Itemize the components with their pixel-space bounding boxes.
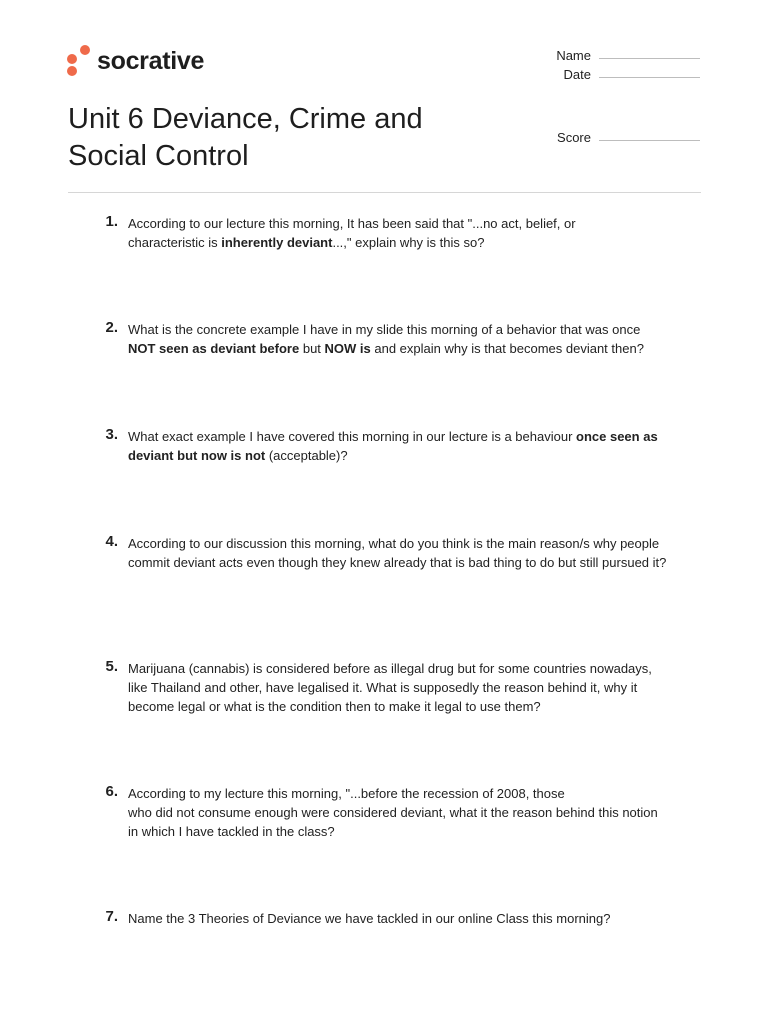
question-text (128, 320, 690, 358)
question-emphasis: NOW is (324, 341, 371, 356)
question-segment: like Thailand and other, have legalised it. What is supposedly the reason behind it, why it (128, 680, 638, 695)
name-label: Name (556, 48, 591, 63)
question-text (128, 427, 690, 465)
score-field[interactable] (518, 130, 700, 145)
question-segment: characteristic is (128, 235, 222, 250)
date-label: Date (563, 67, 591, 82)
question-segment: According to our lecture this morning, It has been said that "...no act, belief, or (128, 216, 576, 231)
brand-name: socrative (97, 46, 205, 75)
question-item (100, 909, 690, 928)
question-number: 2. (105, 319, 118, 336)
question-text (128, 909, 690, 928)
question-segment: ...," explain why is this so? (332, 235, 485, 250)
question-number: 3. (105, 426, 118, 443)
socrative-logo (67, 45, 204, 77)
title-line-1: Unit 6 Deviance, Crime and (68, 103, 423, 135)
question-segment: What exact example I have covered this morning in our lecture is a behaviour (128, 429, 577, 444)
question-segment: become legal or what is the condition then to make it legal to use them? (128, 699, 541, 714)
question-segment: What is the concrete example I have in my slide this morning of a behavior that was once (128, 322, 641, 337)
question-text (128, 659, 690, 716)
question-segment: Marijuana (cannabis) is considered before as illegal drug but for some countries nowadays, (128, 661, 652, 676)
name-line[interactable] (599, 57, 700, 59)
question-emphasis: inherently deviant (221, 235, 333, 250)
question-segment: (acceptable)? (265, 448, 348, 463)
title-line-2: Social Control (68, 140, 249, 172)
question-text (128, 214, 690, 252)
question-text (128, 534, 690, 572)
question-emphasis: once seen as deviant but now is not (128, 429, 658, 463)
date-line[interactable] (599, 76, 700, 78)
question-emphasis: NOT seen as deviant before (128, 341, 300, 356)
question-item (100, 659, 690, 716)
worksheet-title (68, 101, 488, 175)
question-number: 4. (105, 533, 118, 550)
question-segment: who did not consume enough were considered deviant, what it the reason behind this notion (128, 805, 658, 820)
question-segment: and explain why is that becomes deviant then? (370, 341, 644, 356)
question-number: 6. (105, 783, 118, 800)
date-field[interactable] (518, 67, 700, 82)
name-field[interactable] (518, 48, 700, 63)
question-number: 5. (105, 658, 118, 675)
question-item (100, 784, 690, 841)
header-divider (68, 192, 701, 193)
score-line[interactable] (599, 139, 700, 141)
question-item (100, 214, 690, 252)
question-segment: Name the 3 Theories of Deviance we have tackled in our online Class this morning? (128, 911, 611, 926)
question-text (128, 784, 690, 841)
question-item (100, 320, 690, 358)
score-label: Score (557, 130, 591, 145)
question-item (100, 427, 690, 465)
question-segment: According to my lecture this morning, "...before the recession of 2008, those (128, 786, 565, 801)
question-number: 1. (105, 213, 118, 230)
question-segment: According to our discussion this morning, what do you think is the main reason/s why people commit deviant acts even though they knew already that is bad thing to do but still pursued it? (128, 536, 667, 570)
question-item (100, 534, 690, 572)
question-segment: in which I have tackled in the class? (128, 824, 335, 839)
socrative-logo-icon (67, 45, 93, 77)
question-number: 7. (105, 908, 118, 925)
question-segment: but (299, 341, 325, 356)
